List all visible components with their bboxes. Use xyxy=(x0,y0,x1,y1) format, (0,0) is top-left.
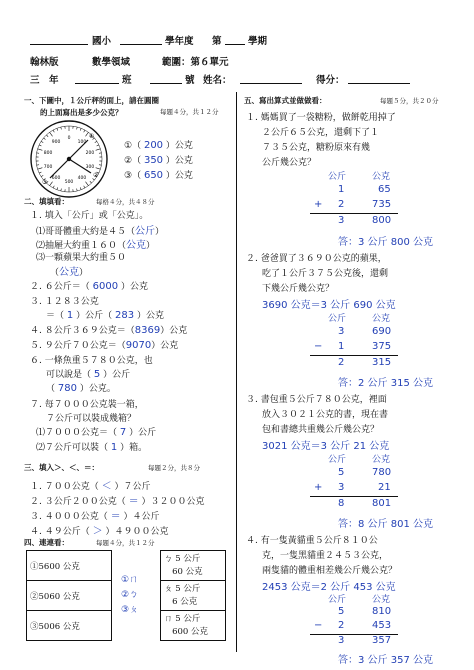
sec2-q1c-answer: 公克 xyxy=(59,267,80,278)
sec2-q6-line3: （ 780 ）公克。 xyxy=(46,383,116,394)
dial-tick xyxy=(53,130,54,132)
dial-tick xyxy=(80,187,81,189)
sec5-q2-line: 下幾公斤幾公克？ xyxy=(262,284,335,294)
sec5-q3-line: ３. 書包重５公斤７８０公克，裡面 xyxy=(246,395,387,405)
sec3-item: １. ７００公克（ ＜ ）７公斤 xyxy=(30,481,151,492)
dial-tick xyxy=(44,138,46,140)
sec5-points: 每題５分，共２０分 xyxy=(380,97,439,105)
sec5-q3-answer: 答：8 公斤 801 公克 xyxy=(338,519,433,530)
domain: 數學領域 xyxy=(92,57,131,68)
pointer-label-1: ① xyxy=(89,133,95,140)
seat-blank xyxy=(150,83,182,84)
sec5-q1-line: ７３５公克，糖粉原來有幾 xyxy=(262,143,371,153)
sec3-item: ３. ４０００公克（ ＝ ）４公斤 xyxy=(30,511,160,522)
dial-tick xyxy=(90,181,92,183)
sec5-q1-line: １. 媽媽買了一袋糖粉，做餅乾用掉了 xyxy=(246,113,396,123)
grade: 三 年 xyxy=(30,75,59,86)
sec3-symbol: ＞ xyxy=(92,526,103,537)
dial-tick xyxy=(96,149,101,151)
column-divider xyxy=(236,92,237,652)
dial-tick xyxy=(77,189,78,191)
sec5-q1-answer: 答：3 公斤 800 公克 xyxy=(338,237,433,248)
year-blank xyxy=(120,44,162,45)
dial-tick xyxy=(80,128,81,130)
sec2-q7b-answer: 1 xyxy=(110,442,118,453)
dial-tick-label: 100 xyxy=(77,140,87,146)
sec2-q4-answer: 8369 xyxy=(134,325,161,336)
dial-tick xyxy=(95,141,97,142)
sec1-answer-unit: 公克 xyxy=(174,156,193,166)
sec3-symbol: ＝ xyxy=(128,496,139,507)
dial-tick xyxy=(61,127,62,129)
dial-tick xyxy=(39,172,41,173)
sec1-answer-num: ③ xyxy=(124,171,133,181)
sec2-q3-answer-row: ＝（ 1 ）公斤（ 283 ）公克 xyxy=(46,310,165,321)
sec2-q7a: ⑴７０００公克＝（ 7 ）公斤 xyxy=(36,427,157,438)
sec2-points: 每格４分，共４８分 xyxy=(96,198,155,206)
sec2-q1a-answer: 公斤 xyxy=(135,226,156,237)
kitchen-scale-dial-icon xyxy=(28,118,110,200)
sec1-answer-unit: 公克 xyxy=(174,171,193,181)
dial-tick-label: 700 xyxy=(43,164,53,170)
sec5-q2-line: ２. 爸爸買了３６９０公克的蘋果， xyxy=(246,254,387,264)
dial-tick xyxy=(50,182,53,186)
sec3-item: ４. ４９公斤（ ＞ ）４９００公克 xyxy=(30,526,169,537)
dial-tick xyxy=(84,186,85,188)
sec5-title: 五、寫出算式並做做看： xyxy=(244,96,327,105)
match-answer: ②ㄅ xyxy=(121,590,139,600)
match-left-item: ③5006 公克 xyxy=(27,611,112,641)
sec1-answer-row: ①（ 200 ）公克 xyxy=(124,140,193,151)
dial-tick-label: 200 xyxy=(85,151,95,157)
sec2-q6-line2: 可以說是（ 5 ）公斤 xyxy=(46,369,131,380)
pointer-label-3: ③ xyxy=(42,179,48,186)
dial-tick xyxy=(77,127,78,129)
sec2-q5: ５. ９公斤７０公克＝（9070）公克 xyxy=(30,340,179,351)
match-left-item: ①5600 公克 xyxy=(27,551,112,581)
score-label: 得分： xyxy=(316,75,345,86)
match-right-item: ㄇ 5 公斤 600 公克 xyxy=(161,611,226,641)
sec2-q6-answer-2: 780 xyxy=(57,383,77,394)
dial-tick-label: 500 xyxy=(64,180,74,185)
sec3-points: 每題２分，共８分 xyxy=(148,464,200,472)
school-suffix: 國小 xyxy=(92,36,112,47)
school-blank xyxy=(30,44,88,45)
dial-tick-label: 800 xyxy=(43,151,53,157)
match-right-item: ㄅ 5 公斤 60 公克 xyxy=(161,551,226,581)
dial-tick xyxy=(50,132,53,136)
sec2-q5-answer: 9070 xyxy=(125,340,152,351)
sec2-q1b: ⑵抽屜大約重１６０（公克） xyxy=(36,240,156,251)
sec1-answer-num: ② xyxy=(124,156,133,166)
name-label: 姓名： xyxy=(203,75,232,86)
sec2-title: 二、填填看： xyxy=(24,197,69,206)
match-right-item: ㄆ 5 公斤 6 公克 xyxy=(161,581,226,611)
sec3-title: 三、填入＞、＜、＝： xyxy=(24,463,99,472)
sec5-q4-line: ４. 有一隻黃貓重５公斤８１０公 xyxy=(246,536,378,546)
sec5-q2-conversion: 3690 公克＝3 公斤 690 公克 xyxy=(262,300,396,311)
year-suffix: 學年度 xyxy=(165,36,194,47)
matching-right-table xyxy=(160,550,226,641)
sec2-q1: １. 填入「公斤」或「公克」。 xyxy=(30,211,149,221)
term-prefix: 第 xyxy=(212,36,222,47)
sec5-q1-line: 公斤幾公克？ xyxy=(262,158,317,168)
sec3-symbol: ＝ xyxy=(110,511,121,522)
dial-tick-label: 900 xyxy=(51,140,61,146)
dial-tick-label: 0 xyxy=(67,136,71,141)
dial-tick xyxy=(41,141,43,142)
sec2-q4: ４. ８公斤３６９公克＝（8369）公克 xyxy=(30,325,188,336)
dial-tick xyxy=(97,145,99,146)
pointer-label-2: ② xyxy=(93,172,99,179)
dial-tick xyxy=(85,132,88,136)
scope: 範圍：第６單元 xyxy=(162,57,229,68)
sec1-title-2: 的上面寫出是多少公克？ xyxy=(40,108,123,117)
sec5-q2-line: 吃了１公斤３７５公克後，還剩 xyxy=(262,269,389,279)
sec1-answer-value: 650 xyxy=(143,170,164,181)
sec5-q1-line: ２公斤６５公克，還剩下了１ xyxy=(262,128,380,138)
sec2-q7b: ⑵７公斤可以裝（ 1 ）箱。 xyxy=(36,442,148,453)
name-blank xyxy=(240,83,302,84)
dial-tick xyxy=(38,168,43,170)
dial-tick xyxy=(41,175,43,176)
dial-tick-label: 600 xyxy=(51,175,61,181)
sec2-q1c: ⑶一顆蘋果大約重５０ xyxy=(36,253,127,263)
sec1-answer-value: 350 xyxy=(143,155,164,166)
sec3-item: ２. ３公斤２００公克（ ＝ ）３２００公克 xyxy=(30,496,205,507)
sec5-q3-line: 包和書總共重幾公斤幾公克？ xyxy=(262,425,380,435)
term-suffix: 學期 xyxy=(248,36,268,47)
sec2-q2-answer: 6000 xyxy=(92,281,119,292)
sec2-q3-answer-1: 1 xyxy=(66,310,74,321)
match-answer: ①ㄇ xyxy=(121,575,139,585)
sec2-q1a: ⑴哥哥體重大約是４５（公斤） xyxy=(36,226,165,237)
class-blank xyxy=(75,83,119,84)
sec5-q4-conversion: 2453 公克＝2 公斤 453 公克 xyxy=(262,582,396,593)
sec2-q7: ７. 每７０００公克裝一箱， xyxy=(30,400,144,410)
sec1-answer-value: 200 xyxy=(143,140,164,151)
seat-label: 號 xyxy=(185,75,195,86)
sec1-answer-row: ③（ 650 ）公克 xyxy=(124,170,193,181)
term-blank xyxy=(225,44,245,45)
sec1-answer-row: ②（ 350 ）公克 xyxy=(124,155,193,166)
dial-tick-label: 300 xyxy=(85,164,95,170)
sec1-points: 每題４分，共１２分 xyxy=(160,108,219,116)
sec2-q1b-answer: 公克 xyxy=(126,240,147,251)
publisher: 翰林版 xyxy=(30,57,59,68)
sec1-answer-num: ① xyxy=(124,141,133,151)
dial-tick xyxy=(61,189,62,191)
sec4-title: 四、連連看： xyxy=(24,538,69,547)
dial-tick xyxy=(85,182,88,186)
sec2-q3: ３. １２８３公克 xyxy=(30,297,99,307)
dial-tick xyxy=(39,145,41,146)
dial-tick xyxy=(57,128,58,130)
sec1-title: 一、下圖中，１公斤秤的面上，請在圓圈 xyxy=(24,96,159,105)
dial-tick xyxy=(57,187,58,189)
sec2-q7a-answer: 7 xyxy=(119,427,127,438)
sec5-q3-line: 放入３０２１公克的書，現在書 xyxy=(262,410,389,420)
sec5-q4-line: 克，一隻黑貓重２４５３公克， xyxy=(262,551,389,561)
dial-tick-label: 400 xyxy=(77,175,87,181)
sec2-q3-answer-2: 283 xyxy=(115,310,135,321)
sec2-q7-line2: ７公斤可以裝成幾箱？ xyxy=(46,414,137,424)
match-left-item: ②5060 公克 xyxy=(27,581,112,611)
sec5-q4-line: 兩隻貓的體重相差幾公斤幾公克？ xyxy=(262,566,398,576)
sec2-q1c-answer-row: （公克） xyxy=(50,267,89,278)
sec5-q4-answer: 答：3 公斤 357 公克 xyxy=(338,655,433,666)
sec1-answer-unit: 公克 xyxy=(174,141,193,151)
match-answer: ③ㄆ xyxy=(121,605,139,615)
matching-left-table xyxy=(26,550,112,641)
sec5-q2-answer: 答：2 公斤 315 公克 xyxy=(338,378,433,389)
dial-tick xyxy=(96,168,101,170)
class-label: 班 xyxy=(122,75,132,86)
sec5-q3-conversion: 3021 公克＝3 公斤 21 公克 xyxy=(262,441,390,452)
sec2-q6-answer-1: 5 xyxy=(93,369,101,380)
dial-tick xyxy=(84,130,85,132)
dial-tick xyxy=(38,149,43,151)
sec3-symbol: ＜ xyxy=(101,481,112,492)
dial-tick xyxy=(46,135,48,137)
sec2-q2: ２. ６公斤＝（ 6000 ）公克 xyxy=(30,281,148,292)
dial-tick xyxy=(53,186,54,188)
score-blank xyxy=(348,83,410,84)
sec2-q6: ６. 一條魚重５７８０公克，也 xyxy=(30,356,153,366)
sec4-points: 每題４分，共１２分 xyxy=(96,539,155,547)
